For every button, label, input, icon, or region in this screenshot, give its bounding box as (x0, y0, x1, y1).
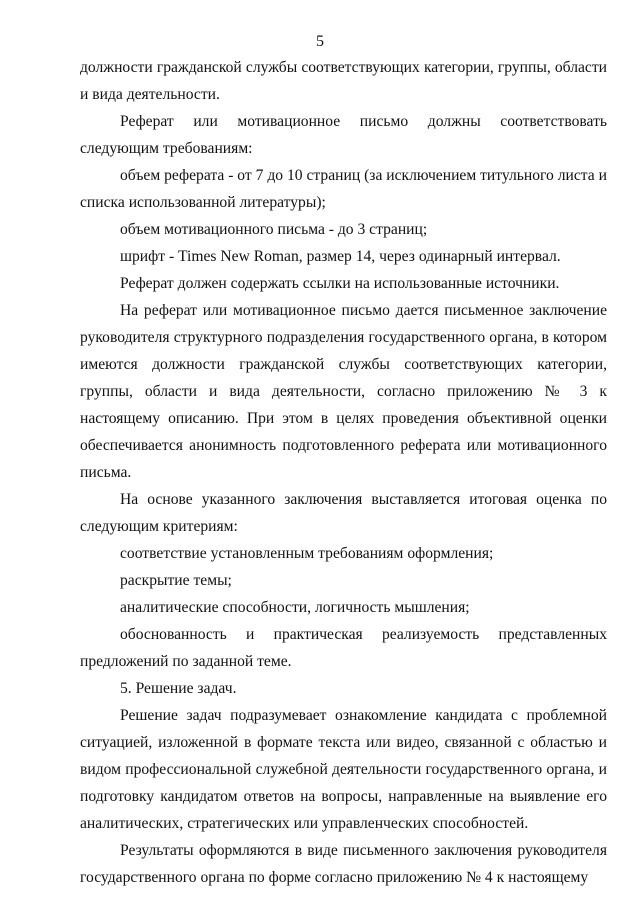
paragraph: Результаты оформляются в виде письменного заключения руководителя государственного органа по форме согласно приложению № 4 к настоящему (80, 842, 607, 886)
paragraph: должности гражданской службы соответствующих категории, группы, области и вида деятельности. (80, 59, 607, 103)
list-item: объем реферата - от 7 до 10 страниц (за исключением титульного листа и списка использованной литературы); (80, 167, 607, 211)
list-item: объем мотивационного письма - до 3 страниц; (120, 221, 428, 238)
document-body (80, 54, 607, 891)
list-item: шрифт - Times New Roman, размер 14, через одинарный интервал. (120, 248, 561, 265)
paragraph: На реферат или мотивационное письмо дается письменное заключение руководителя структурного подразделения государственного органа, в котором имеются должности гражданской службы соответствующих категории, группы, области и вида деятельности, согласно приложению № 3 к настоящему описанию. При этом в целях проведения объективной оценки обеспечивается анонимность подготовленного реферата или мотивационного письма. (80, 302, 607, 481)
page-number: 5 (316, 33, 324, 50)
list-item: раскрытие темы; (120, 572, 232, 589)
section-heading: 5. Решение задач. (120, 680, 237, 697)
list-item: аналитические способности, логичность мышления; (120, 599, 470, 616)
list-item: соответствие установленным требованиям оформления; (120, 545, 494, 562)
paragraph: Реферат или мотивационное письмо должны соответствовать следующим требованиям: (80, 113, 607, 157)
paragraph: Реферат должен содержать ссылки на использованные источники. (120, 275, 560, 292)
list-item: обоснованность и практическая реализуемость представленных предложений по заданной теме. (80, 626, 607, 670)
paragraph: На основе указанного заключения выставляется итоговая оценка по следующим критериям: (80, 491, 607, 535)
paragraph: Решение задач подразумевает ознакомление кандидата с проблемной ситуацией, изложенной в формате текста или видео, связанной с областью и видом профессиональной служебной деятельности государственного органа, и подготовку кандидатом ответов на вопросы, направленные на выявление его аналитических, стратегических или управленческих способностей. (80, 707, 607, 832)
